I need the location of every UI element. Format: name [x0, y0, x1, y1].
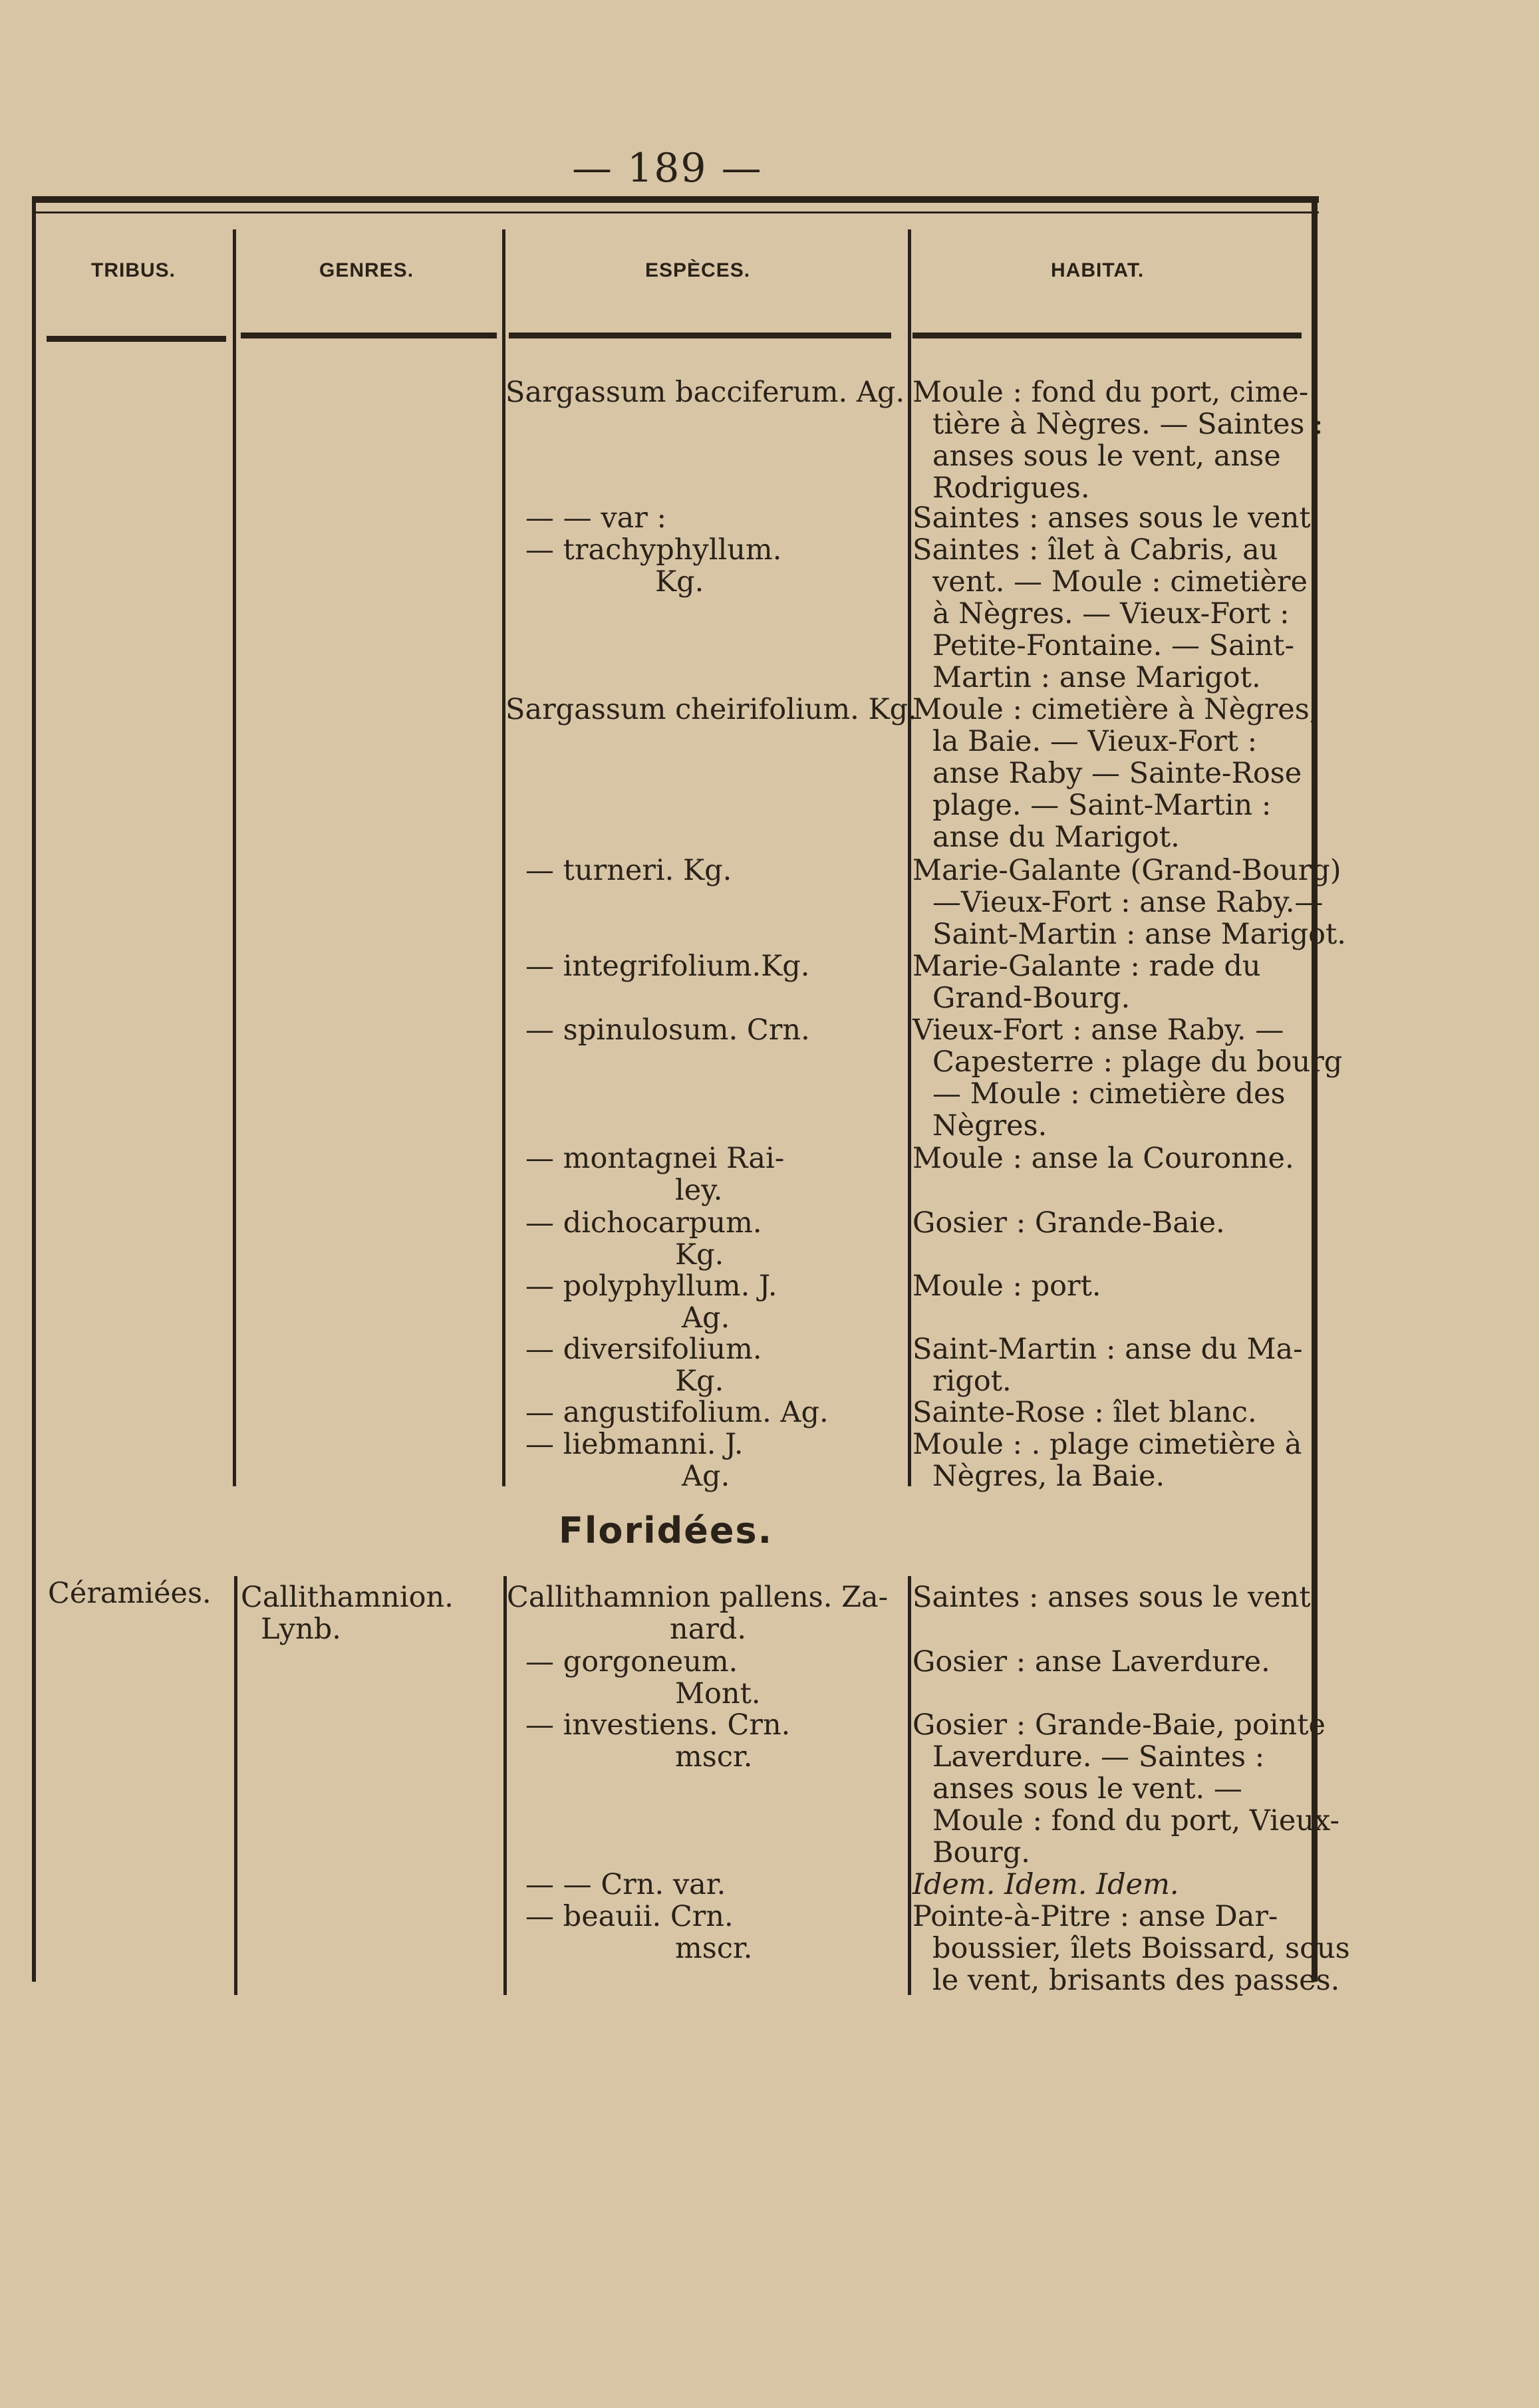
species-cell: — investiens. Crn. mscr. [525, 1708, 791, 1774]
page-number: — 189 — [572, 145, 763, 192]
species-cell: — beauii. Crn. mscr. [525, 1900, 753, 1965]
species-cell: — spinulosum. Crn. [525, 1013, 810, 1047]
header-divider-tribus [47, 336, 226, 342]
species-cell: — polyphyllum. J. Ag. [525, 1270, 777, 1335]
species-cell: — integrifolium.Kg. [525, 950, 810, 983]
header-divider-especes [509, 333, 891, 338]
habitat-cell: Gosier : anse Laverdure. [912, 1645, 1270, 1678]
col-line-3b [908, 1576, 911, 1995]
header-habitat: HABITAT. [1051, 259, 1145, 281]
species-cell: — montagnei Rai- ley. [525, 1142, 785, 1207]
species-cell: — diversifolium. Kg. [525, 1333, 762, 1398]
top-rule-thin [32, 211, 1319, 213]
header-tribus: TRIBUS. [91, 259, 176, 281]
header-divider-habitat [912, 333, 1302, 338]
habitat-cell: Moule : fond du port, cime- tière à Nègres. — Saintes : anses sous le vent, anse Rodrigues. [912, 376, 1324, 505]
habitat-cell: Saintes : anses sous le vent. [912, 1581, 1320, 1614]
habitat-cell: Moule : cimetière à Nègres, la Baie. — Vieux-Fort : anse Raby — Sainte-Rose : plage. — Saint-Martin : anse du Marigot. [912, 693, 1321, 854]
species-cell: — — Crn. var. [525, 1868, 726, 1901]
species-cell: — dichocarpum. Kg. [525, 1206, 762, 1271]
habitat-cell: Gosier : Grande-Baie, pointe Laverdure. — Saintes : anses sous le vent. — Moule : fond du port, Vieux- Bourg. [912, 1708, 1340, 1869]
species-cell: — liebmanni. J. Ag. [525, 1428, 744, 1493]
habitat-cell: Vieux-Fort : anse Raby. — Capesterre : plage du bourg — Moule : cimetière des Nègres. [912, 1013, 1343, 1142]
habitat-cell: Gosier : Grande-Baie. [912, 1206, 1225, 1240]
species-cell: — trachyphyllum. Kg. [525, 533, 782, 599]
species-cell: Sargassum bacciferum. Ag. [505, 376, 905, 409]
header-especes: ESPÈCES. [645, 259, 751, 281]
habitat-cell: Moule : . plage cimetière à Nègres, la Baie. [912, 1428, 1302, 1493]
col-line-1 [233, 229, 236, 1486]
habitat-cell: Saintes : anses sous le vent. [912, 501, 1320, 535]
habitat-cell: Idem. Idem. Idem. [912, 1868, 1179, 1901]
col-line-2 [502, 229, 505, 1486]
species-cell: — turneri. Kg. [525, 854, 732, 887]
col-line-1b [234, 1576, 237, 1995]
habitat-cell: Moule : anse la Couronne. [912, 1142, 1294, 1175]
habitat-cell: Marie-Galante (Grand-Bourg) —Vieux-Fort : anse Raby.— Saint-Martin : anse Marigot. [912, 854, 1346, 951]
habitat-cell: Saintes : îlet à Cabris, au vent. — Moule : cimetière à Nègres. — Vieux-Fort : Petite-Fontaine. — Saint- Martin : anse Marigot. [912, 533, 1308, 694]
left-border [32, 200, 36, 1982]
species-cell: — — var : [525, 501, 666, 535]
habitat-cell: Pointe-à-Pitre : anse Dar- boussier, îlets Boissard, sous le vent, brisants des passes. [912, 1900, 1350, 1997]
habitat-cell: Moule : port. [912, 1270, 1101, 1303]
habitat-cell: Saint-Martin : anse du Ma- rigot. [912, 1333, 1303, 1398]
tribus-cell: Céramiées. [48, 1577, 211, 1610]
habitat-cell: Marie-Galante : rade du Grand-Bourg. [912, 950, 1261, 1015]
habitat-cell: Sainte-Rose : îlet blanc. [912, 1396, 1257, 1429]
species-cell: — angustifolium. Ag. [525, 1396, 829, 1429]
top-rule [32, 196, 1319, 203]
species-cell: — gorgoneum. Mont. [525, 1645, 761, 1710]
species-cell: Sargassum cheirifolium. Kg. [505, 693, 917, 726]
species-cell: Callithamnion pallens. Za- nard. [507, 1581, 889, 1646]
section-title: Floridées. [559, 1510, 773, 1551]
header-divider-genres [241, 333, 497, 338]
header-genres: GENRES. [319, 259, 414, 281]
col-line-3 [908, 229, 911, 1486]
genre-cell: Callithamnion. Lynb. [241, 1581, 454, 1646]
